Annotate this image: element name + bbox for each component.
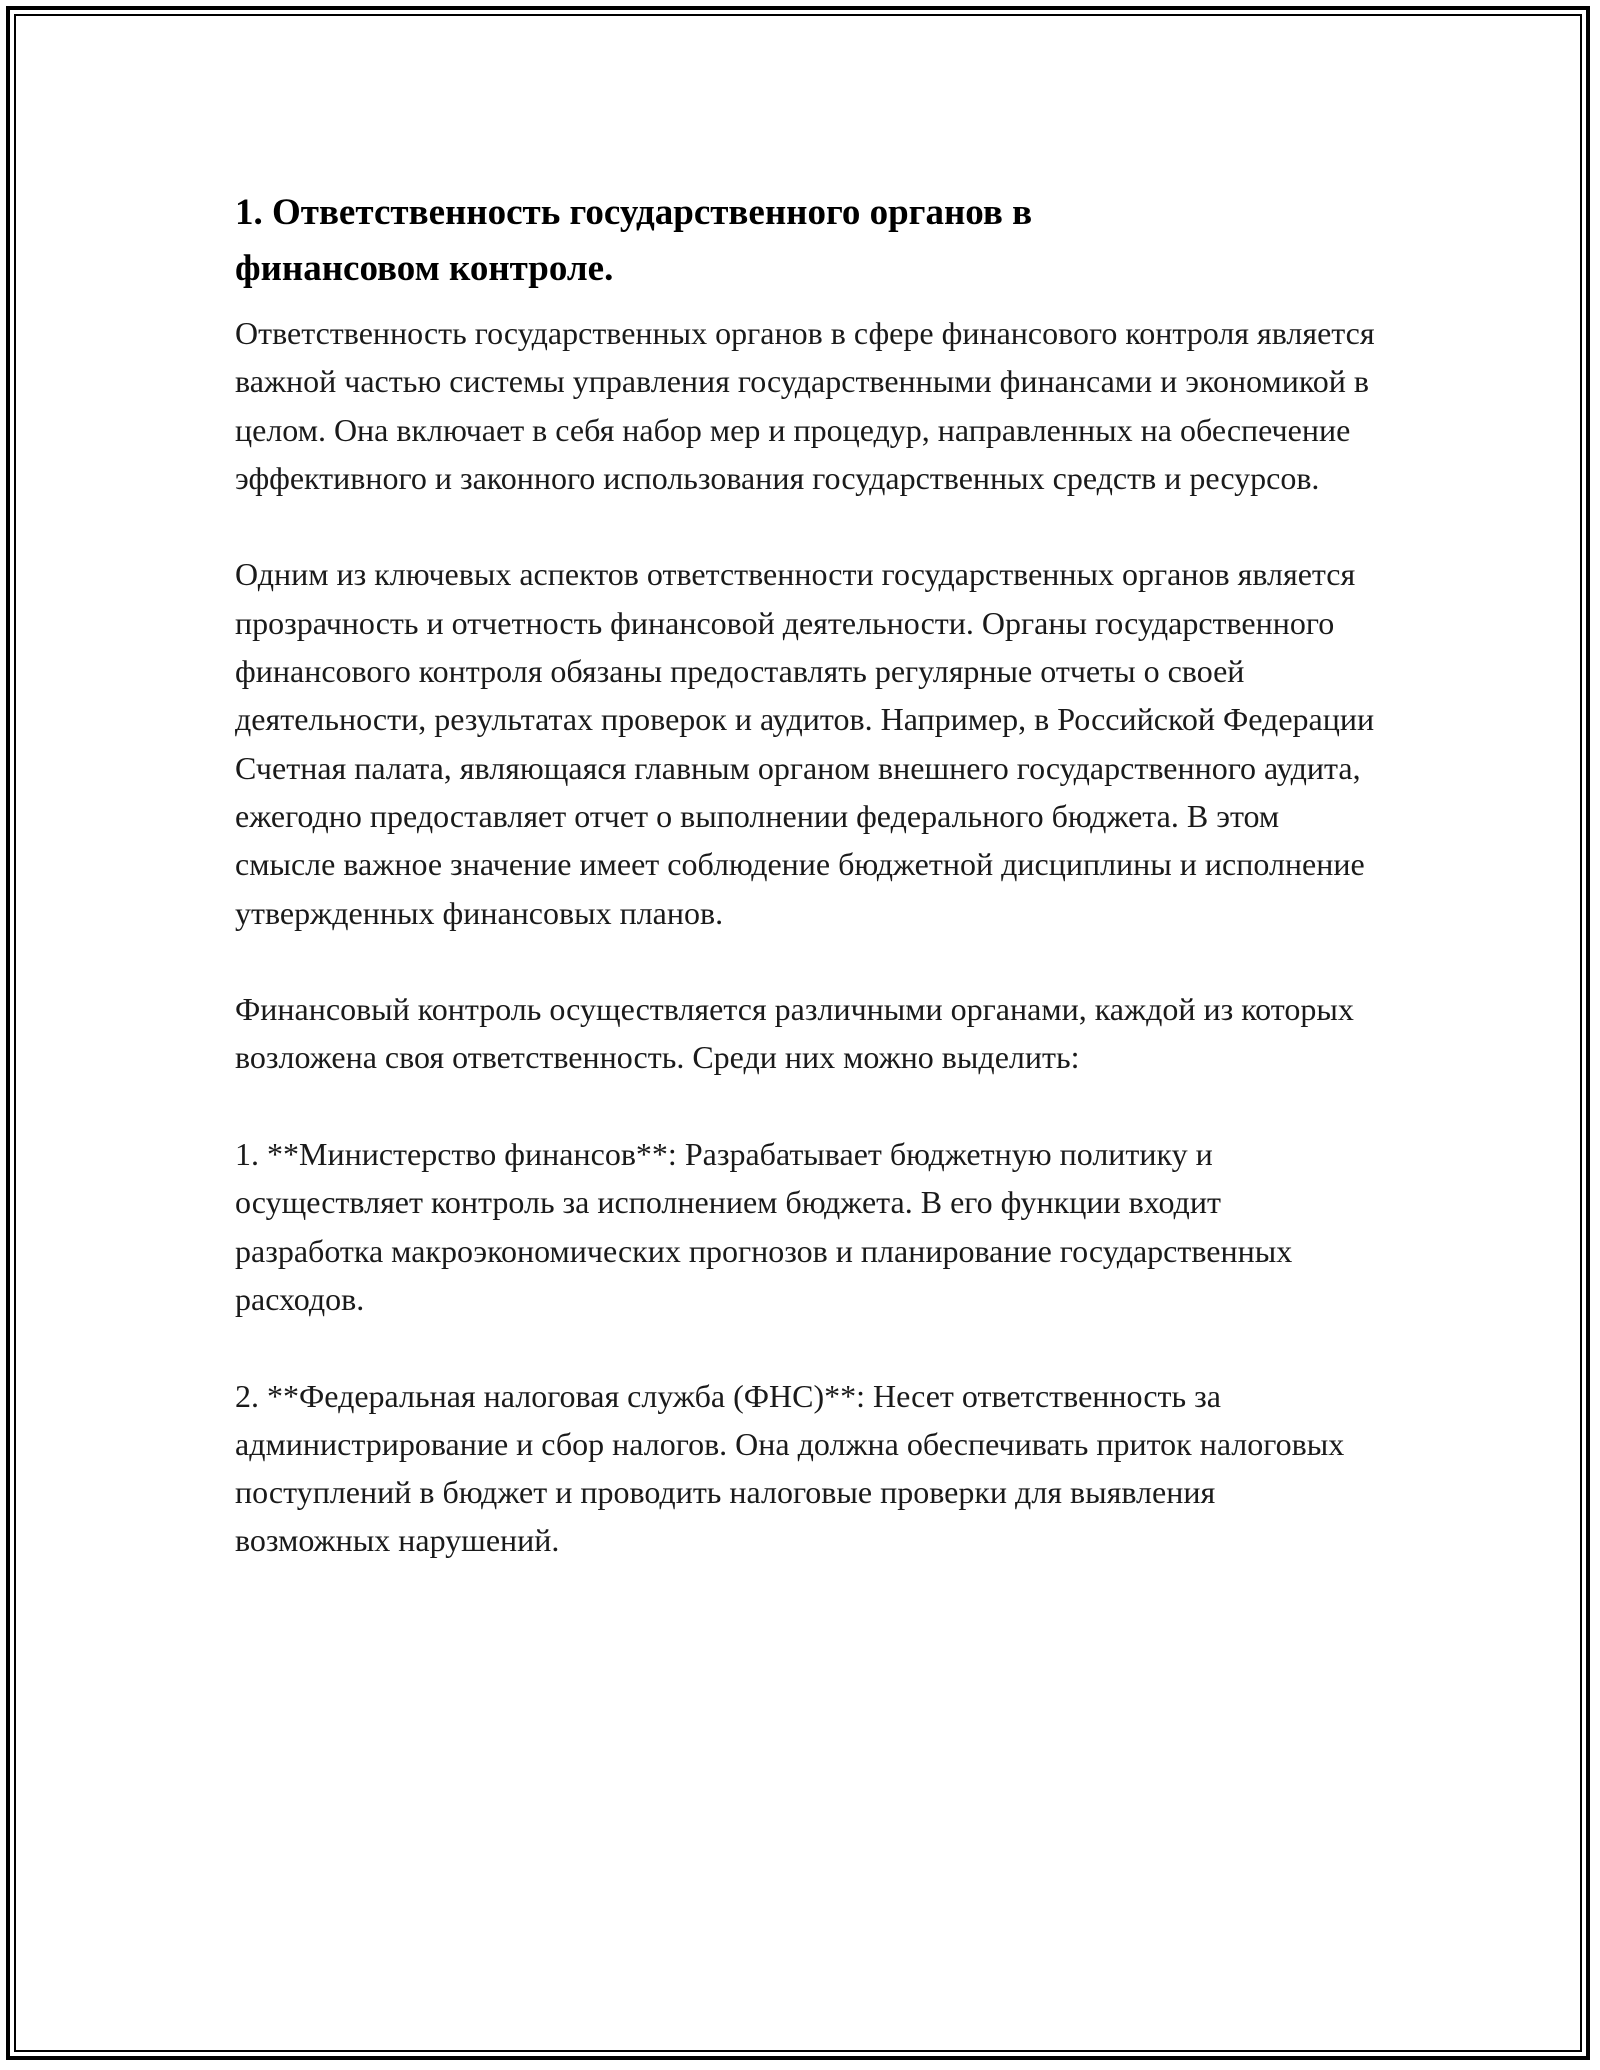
paragraph-bodies: Финансовый контроль осуществляется различными органами, каждой из которых возложена своя ответственность. Среди них можно выделить: xyxy=(235,991,1354,1076)
paragraph-transparency: Одним из ключевых аспектов ответственности государственных органов является прозрачность и отчетность финансовой деятельности. Органы государственного финансового контроля обязаны предоставлять регулярные отчеты о своей деятельности, результатах проверок и аудитов. Например, в Российской Федерации Счетная палата, являющаяся главным органом внешнего государственного аудита, ежегодно предоставляет отчет о выполнении федерального бюджета. В этом смысле важное значение имеет соблюдение бюджетной дисциплины и исполнение утвержденных финансовых планов. xyxy=(235,556,1375,931)
document-body xyxy=(235,185,1375,1565)
list-item-tax-service: 2. **Федеральная налоговая служба (ФНС)**: Несет ответственность за администрирование и сбор налогов. Она должна обеспечивать приток налоговых поступлений в бюджет и проводить налоговые проверки для выявления возможных нарушений. xyxy=(235,1377,1345,1559)
section-heading: 1. Ответственность государственного органов в финансовом контроле. xyxy=(235,192,1033,289)
paragraph-intro: Ответственность государственных органов в сфере финансового контроля является важной частью системы управления государственными финансами и экономикой в целом. Она включает в себя набор мер и процедур, направленных на обеспечение эффективного и законного использования государственных средств и ресурсов. xyxy=(235,315,1375,496)
list-item-ministry-finance: 1. **Министерство финансов**: Разрабатывает бюджетную политику и осуществляет контроль за исполнением бюджета. В его функции входит разработка макроэкономических прогнозов и планирование государственных расходов. xyxy=(235,1136,1293,1317)
